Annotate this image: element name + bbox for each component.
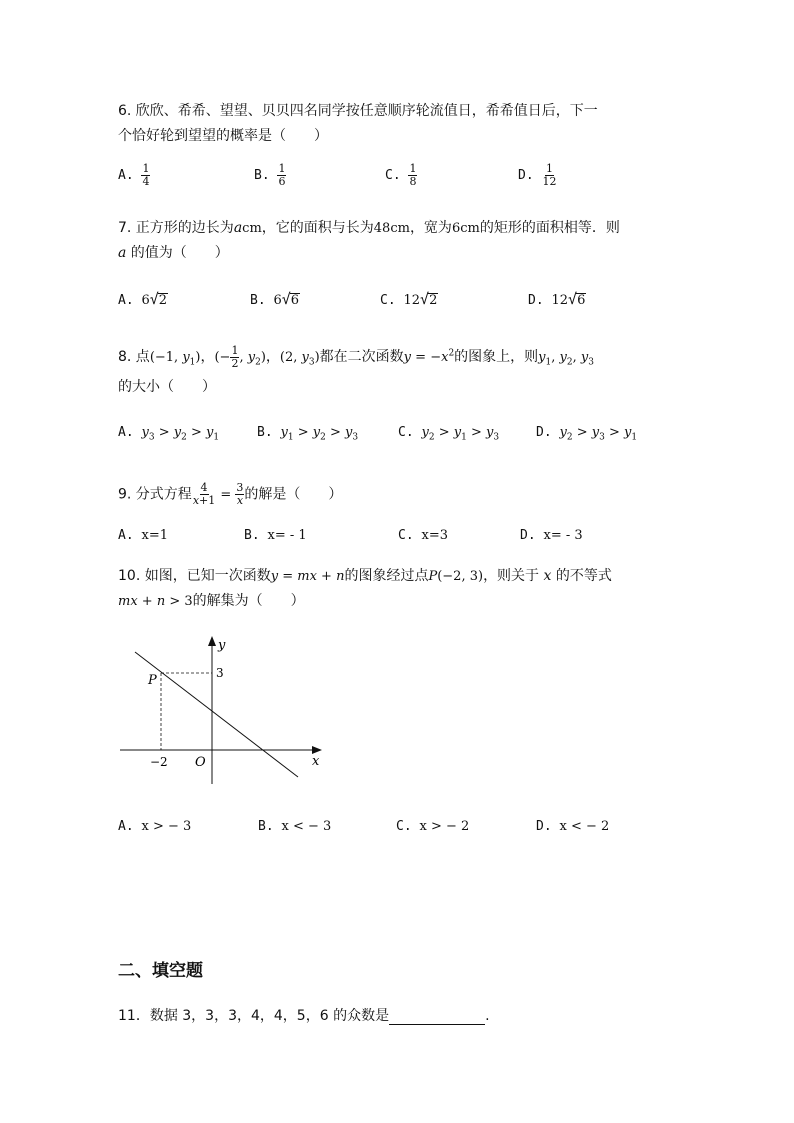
denominator: 8 [409, 175, 417, 188]
option-text: x < − 2 [559, 819, 610, 834]
fraction [408, 163, 417, 188]
q8-line1: 8. 点(−1, $y_1$)，(− $\frac{1}{2}$ , $y_2$)，(2, $y_3$)都在二次函数$y = -x^2$的图象上，则$y_1$, $y_2$, $y_3$ [118, 344, 594, 370]
option-expr: $y_2 > y_1 > y_3$ [421, 425, 500, 443]
point-p: P(−2, 3) [428, 569, 484, 584]
point-3: (2, $y_3$) [279, 350, 320, 368]
q10-line2 [118, 590, 305, 610]
q10-text: 10. 如图，已知一次函数 [118, 568, 271, 584]
q10-option-a[interactable] [118, 819, 191, 834]
equals-sign: = [216, 487, 236, 503]
option-label: A. [118, 528, 134, 543]
numerator: 1 [409, 162, 417, 175]
q8-option-d[interactable] [536, 425, 637, 443]
x-axis-label: x [312, 754, 320, 769]
number: 6 [451, 221, 461, 236]
radicand: 6 [577, 293, 586, 308]
q7-text: ，宽为 [409, 220, 452, 236]
q7-option-a[interactable] [118, 290, 168, 308]
section-title: 二、填空题 [118, 961, 203, 981]
option-label: A. [118, 168, 134, 183]
q7-text: 的值为（ ） [126, 245, 229, 261]
q7-text: ，它的面积与长为 [261, 220, 374, 236]
option-label: C. [398, 425, 414, 440]
numerator: 1 [278, 162, 286, 175]
option-label: B. [257, 425, 273, 440]
option-label: C. [398, 528, 414, 543]
q8-text: 8. 点 [118, 349, 150, 365]
q10-text: 的解集为（ ） [192, 593, 305, 609]
q10-graph [110, 630, 350, 790]
option-label: C. [385, 168, 401, 183]
q7-option-d[interactable] [528, 290, 586, 308]
option-text: x=3 [421, 528, 448, 543]
q6-option-c[interactable] [385, 163, 417, 188]
option-label: D. [518, 168, 534, 183]
radical-sign: √ [420, 290, 430, 308]
q7-option-c[interactable] [380, 290, 438, 308]
number: 48 [373, 221, 391, 236]
q6-option-d[interactable] [518, 163, 557, 188]
denominator: 4 [142, 175, 150, 188]
option-label: D. [536, 425, 552, 440]
q7-text: 7. 正方形的边长为 [118, 220, 234, 236]
q6-option-b[interactable] [254, 163, 286, 188]
option-label: C. [380, 293, 396, 308]
option-text: x= - 3 [543, 528, 583, 543]
option-expr: $y_3 > y_2 > y_1$ [141, 425, 220, 443]
origin-label: O [195, 755, 206, 770]
option-label: D. [520, 528, 536, 543]
y-axis-label: y [218, 638, 226, 653]
fraction-left: $\frac{4}{x+1}$ [192, 481, 216, 507]
coefficient: 6 [273, 293, 282, 308]
numerator: 1 [142, 162, 150, 175]
tick-x-neg2: −2 [150, 755, 168, 769]
x-axis-arrow [312, 746, 322, 754]
variable-a: a [118, 245, 127, 261]
q11-line [118, 1005, 490, 1025]
option-label: D. [536, 819, 552, 834]
inequality-expr: mx + n > 3 [118, 594, 193, 609]
option-label: D. [528, 293, 544, 308]
function-expr: y = mx + n [270, 569, 345, 584]
q9-line1 [118, 482, 342, 507]
q10-option-d[interactable] [536, 819, 609, 834]
option-label: B. [254, 168, 270, 183]
option-text: x=1 [141, 528, 168, 543]
radicand: 6 [290, 293, 300, 308]
q10-text: 的图象经过点 [344, 568, 429, 584]
function-expr: $y = -x^2$ [403, 348, 455, 365]
q8-line2: 的大小（ ） [118, 379, 216, 395]
q8-text: 都在二次函数 [319, 349, 404, 365]
unit: cm [460, 221, 480, 236]
radical-sign: √ [281, 290, 291, 308]
q6-line1: 6. 欣欣、希希、望望、贝贝四名同学按任意顺序轮流值日，希希值日后，下一 [118, 103, 598, 119]
q7-line1 [118, 217, 620, 237]
q10-option-c[interactable] [396, 819, 469, 834]
radical-sign: √ [149, 290, 159, 308]
q11-text: 11．数据 3，3，3，4，4，5，6 的众数是 [118, 1008, 390, 1024]
option-text: x= - 1 [267, 528, 307, 543]
q10-text: ，则关于 [483, 568, 544, 584]
radicand: 2 [429, 293, 438, 308]
radical-sign: √ [568, 290, 578, 308]
fraction-right: $\frac{3}{x}$ [236, 481, 244, 507]
point-1: (−1, $y_1$) [149, 350, 201, 368]
option-text: x > − 3 [141, 819, 192, 834]
option-expr: $y_1 > y_2 > y_3$ [280, 425, 359, 443]
unit: cm [390, 221, 410, 236]
q11-text: . [485, 1008, 490, 1024]
fraction [541, 163, 557, 188]
option-label: A. [118, 819, 134, 834]
q9-text: 的解是（ ） [244, 486, 343, 503]
option-label: A. [118, 425, 134, 440]
q6-line2: 个恰好轮到望望的概率是（ ） [118, 128, 328, 144]
variable-x: x [543, 568, 552, 584]
y-axis-arrow [208, 636, 216, 646]
q10-text: 的不等式 [551, 568, 612, 584]
q9-text: 9. 分式方程 [118, 486, 192, 503]
q8-text: 的图象上，则 [454, 349, 539, 365]
option-label: A. [118, 293, 134, 308]
numerator: 1 [545, 162, 553, 175]
q9-option-b[interactable] [244, 528, 307, 543]
coefficient: 12 [403, 293, 421, 308]
option-label: B. [258, 819, 274, 834]
denominator: 6 [278, 175, 286, 188]
coefficient: 6 [141, 293, 150, 308]
option-expr: $y_2 > y_3 > y_1$ [559, 425, 638, 443]
q10-option-b[interactable] [258, 819, 331, 834]
q8-option-b[interactable] [257, 425, 358, 443]
answer-blank[interactable] [389, 1010, 485, 1025]
option-label: B. [250, 293, 266, 308]
option-label: B. [244, 528, 260, 543]
fraction [141, 163, 150, 188]
fraction [277, 163, 286, 188]
q9-option-a[interactable] [118, 528, 168, 543]
variable-a: a [233, 220, 243, 236]
q9-option-d[interactable] [520, 528, 583, 543]
q8-option-a[interactable] [118, 425, 219, 443]
q8-option-c[interactable] [398, 425, 499, 443]
q9-option-c[interactable] [398, 528, 448, 543]
tick-y-3: 3 [216, 666, 224, 680]
q7-line2 [118, 242, 229, 262]
q10-line1 [118, 565, 612, 585]
radicand: 2 [158, 293, 168, 308]
q7-option-b[interactable] [250, 290, 300, 308]
coefficient: 12 [551, 293, 569, 308]
y-list: $y_1$, $y_2$, $y_3$ [538, 350, 594, 368]
unit: cm [242, 221, 262, 236]
q6-option-a[interactable] [118, 163, 150, 188]
point-2: (− $\frac{1}{2}$ , $y_2$) [214, 344, 266, 370]
option-text: x > − 2 [419, 819, 470, 834]
denominator: 12 [542, 175, 557, 188]
option-text: x < − 3 [281, 819, 332, 834]
q7-text: 的矩形的面积相等．则 [479, 220, 620, 236]
point-p-label: P [148, 673, 157, 688]
option-label: C. [396, 819, 412, 834]
